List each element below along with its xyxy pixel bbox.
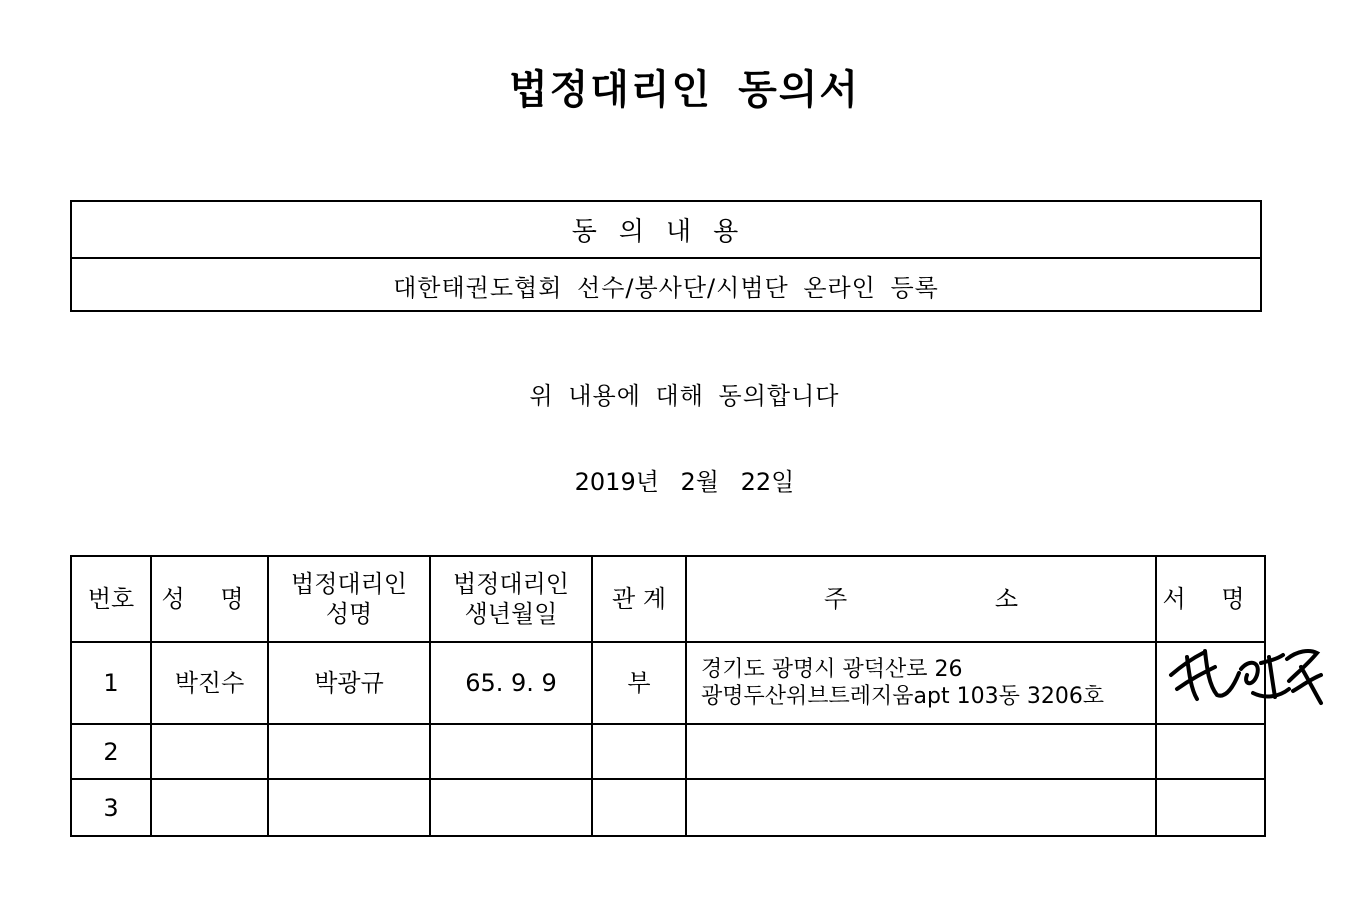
row-guardian-birth: 65. 9. 9	[430, 642, 592, 724]
consent-box	[70, 200, 1262, 312]
row-guardian-name	[268, 779, 430, 836]
row-address	[686, 779, 1156, 836]
row-name	[151, 779, 268, 836]
table-row	[71, 642, 1265, 724]
document-title: 법정대리인 동의서	[508, 67, 861, 113]
row-number: 3	[71, 779, 151, 836]
row-guardian-birth	[430, 724, 592, 779]
row-name	[151, 724, 268, 779]
row-address	[686, 724, 1156, 779]
col-header-signature: 서 명	[1156, 556, 1265, 642]
row-relation: 부	[592, 642, 686, 724]
row-number: 1	[71, 642, 151, 724]
col-header-name: 성 명	[151, 556, 268, 642]
row-guardian-birth	[430, 779, 592, 836]
consent-header: 동의내용	[72, 202, 1260, 259]
agreement-statement: 위 내용에 대해 동의합니다	[529, 382, 840, 410]
row-guardian-name	[268, 724, 430, 779]
address-line-1: 경기도 광명시 광덕산로 26	[701, 656, 963, 682]
signing-date: 2019년 2월 22일	[574, 468, 795, 496]
table-row	[71, 779, 1265, 836]
col-header-guardian-birth: 법정대리인 생년월일	[430, 556, 592, 642]
table-row	[71, 724, 1265, 779]
col-header-relation: 관 계	[592, 556, 686, 642]
address-line-2: 광명두산위브트레지움apt 103동 3206호	[701, 684, 1105, 709]
row-relation	[592, 724, 686, 779]
col-header-address: 주 소	[686, 556, 1156, 642]
consent-content: 대한태권도협회 선수/봉사단/시범단 온라인 등록	[393, 274, 939, 302]
table-header-row	[71, 556, 1265, 642]
row-signature	[1156, 642, 1265, 724]
row-signature	[1156, 724, 1265, 779]
row-relation	[592, 779, 686, 836]
row-address	[686, 642, 1156, 724]
handwritten-signature-icon	[1157, 633, 1327, 713]
row-guardian-name: 박광규	[268, 642, 430, 724]
row-number: 2	[71, 724, 151, 779]
col-header-number: 번호	[71, 556, 151, 642]
col-header-guardian-name: 법정대리인 성명	[268, 556, 430, 642]
row-name: 박진수	[151, 642, 268, 724]
guardian-table	[70, 555, 1266, 837]
row-signature	[1156, 779, 1265, 836]
